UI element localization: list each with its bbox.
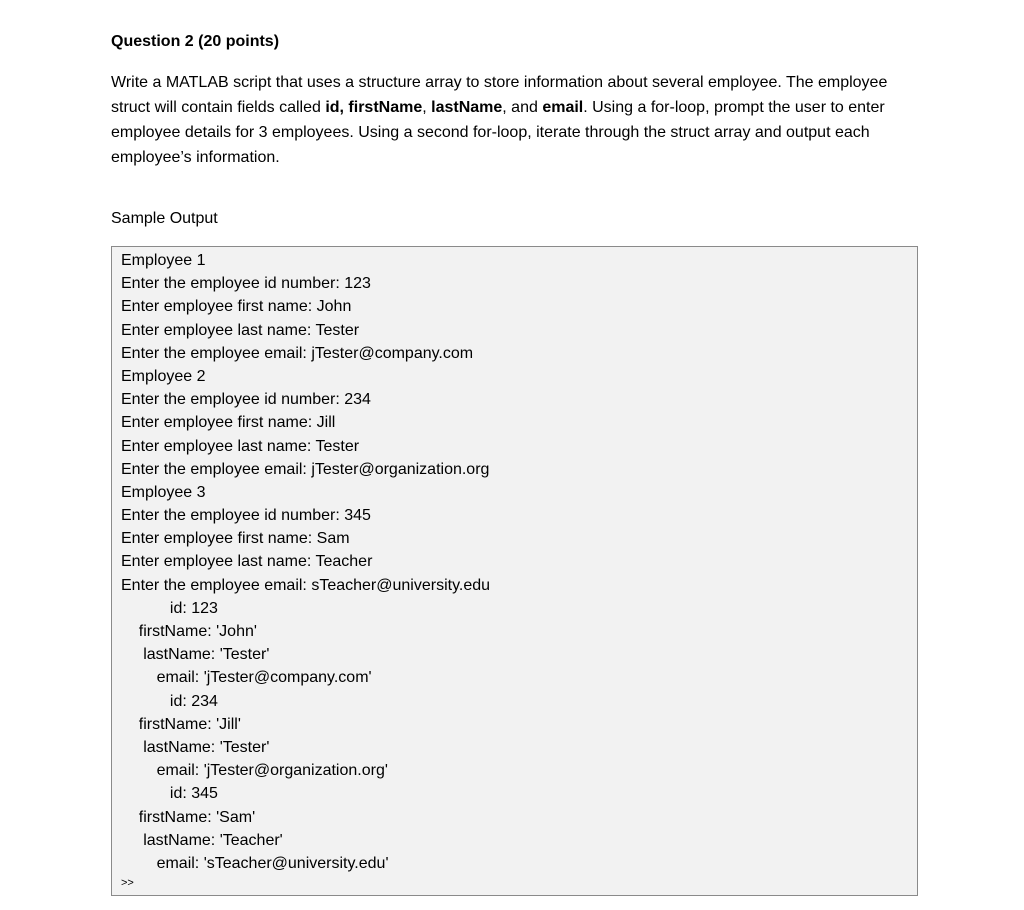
prompt-bold-term: lastName (431, 99, 503, 116)
console-line: Enter employee first name: Sam (121, 530, 350, 548)
prompt-bold-term: id, firstName (325, 99, 423, 116)
console-line: Employee 1 (121, 252, 206, 269)
console-line: lastName: 'Tester' (121, 646, 270, 664)
console-line: lastName: 'Teacher' (121, 831, 283, 849)
console-line: Enter employee first name: John (121, 298, 352, 316)
console-line: email: 'jTester@company.com' (121, 669, 372, 687)
console-line: Enter the employee email: jTester@company.com (121, 344, 474, 362)
console-line: Enter the employee id number: 234 (121, 391, 371, 409)
console-line: Enter the employee id number: 345 (121, 507, 371, 525)
console-line: Enter the employee id number: 123 (121, 275, 371, 293)
console-line: id: 123 (121, 599, 218, 617)
console-line: Enter the employee email: sTeacher@university.edu (121, 576, 491, 594)
prompt-text: , and (502, 99, 543, 116)
console-lines (121, 249, 490, 875)
prompt-bold-term: email (542, 99, 584, 116)
sample-output-label: Sample Output (111, 210, 218, 227)
console-line: Employee 2 (121, 367, 206, 385)
console-line: id: 234 (121, 692, 218, 710)
console-line: firstName: 'Jill' (121, 715, 241, 733)
console-line: Employee 3 (121, 483, 206, 501)
console-line: Enter the employee email: jTester@organization.org (121, 460, 490, 478)
console-line: firstName: 'John' (121, 623, 257, 640)
question-prompt (111, 70, 921, 170)
sample-output-console (111, 246, 918, 896)
console-line: Enter employee last name: Tester (121, 437, 360, 455)
prompt-text: . Using a for-loop, prompt the user to enter employee details for 3 employees. Using a second for-loop, iterate through the struct array and output each employee’s information. (111, 99, 885, 166)
console-line: lastName: 'Tester' (121, 738, 270, 756)
prompt-text: , (422, 99, 432, 116)
prompt-text: Write a MATLAB script that uses a structure array to store information about several employee. The employee struct will contain fields called (111, 74, 888, 116)
console-line: firstName: 'Sam' (121, 808, 256, 826)
console-line: Enter employee last name: Tester (121, 321, 360, 339)
console-prompt-symbol: >> (121, 877, 134, 889)
question-title: Question 2 (20 points) (111, 33, 280, 50)
console-line: id: 345 (121, 785, 218, 803)
console-line: email: 'sTeacher@university.edu' (121, 854, 389, 872)
console-line: Enter employee last name: Teacher (121, 553, 373, 571)
console-line: email: 'jTester@organization.org' (121, 762, 388, 780)
console-line: Enter employee first name: Jill (121, 414, 336, 432)
